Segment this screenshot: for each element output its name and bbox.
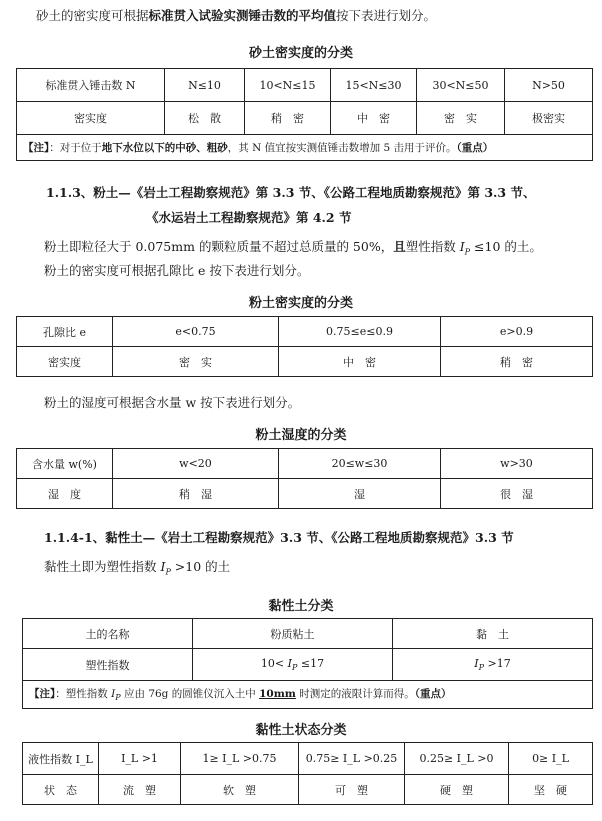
table-cell: 土的名称 <box>23 619 193 649</box>
clay-state-table <box>22 742 593 805</box>
table-cell: 硬 塑 <box>405 775 509 805</box>
clay-class-table <box>22 618 593 709</box>
table-row <box>17 449 593 479</box>
table-cell: 0.25≥ I_L >0 <box>405 743 509 775</box>
table-cell: $I_P >17$ <box>393 649 593 681</box>
table-cell: $10< I_P \le 17$ <box>193 649 393 681</box>
silt-density-intro: 粉土的密实度可根据孔隙比 e 按下表进行划分。 <box>44 263 310 278</box>
clay-class-title: 黏性土分类 <box>268 599 334 614</box>
table-cell: 可 塑 <box>299 775 405 805</box>
clay-state-title: 黏性土状态分类 <box>255 723 347 738</box>
table-cell: 密实度 <box>17 347 113 377</box>
table-row <box>17 69 593 102</box>
table-row <box>23 775 593 805</box>
table-row <box>23 743 593 775</box>
table-cell: 黏 土 <box>393 619 593 649</box>
silt-moisture-table <box>16 448 593 509</box>
table-cell: 稍 湿 <box>113 479 279 509</box>
table-cell: 坚 硬 <box>509 775 593 805</box>
sand-table-title: 砂土密实度的分类 <box>248 46 353 61</box>
sand-intro: 砂土的密实度可根据标准贯入试验实测锤击数的平均值按下表进行划分。 <box>36 8 437 23</box>
table-cell: 1≥ I_L >0.75 <box>181 743 299 775</box>
table-cell: I_L >1 <box>99 743 181 775</box>
silt-moisture-title: 粉土湿度的分类 <box>255 428 347 443</box>
table-cell: 极密实 <box>505 102 593 135</box>
clay-note: 【注】：塑性指数 $I_P$ 应由 76g 的圆锥仪沉入土中 10mm 时测定的液限计算而得。（重点） <box>23 681 593 709</box>
table-cell: 0≥ I_L <box>509 743 593 775</box>
table-row <box>23 649 593 681</box>
table-cell: 0.75≤e≤0.9 <box>279 317 441 347</box>
table-cell: N≤10 <box>165 69 245 102</box>
table-cell: 10<N≤15 <box>245 69 331 102</box>
table-cell: 中 密 <box>279 347 441 377</box>
silt-heading-line2: 《水运岩土工程勘察规范》第 4.2 节 <box>146 210 352 225</box>
table-cell: w>30 <box>441 449 593 479</box>
table-row <box>23 619 593 649</box>
table-cell: 状 态 <box>23 775 99 805</box>
table-cell: 20≤w≤30 <box>279 449 441 479</box>
clay-heading: 1.1.4-1、黏性土—《岩土工程勘察规范》3.3 节、《公路工程地质勘察规范》3.3 节 <box>44 530 514 545</box>
table-cell: 流 塑 <box>99 775 181 805</box>
table-cell: 软 塑 <box>181 775 299 805</box>
table-row <box>17 135 593 161</box>
sand-note: 【注】：对于位于地下水位以下的中砂、粗砂，其 N 值宜按实测值锤击数增加 5 击用于评价。（重点） <box>17 135 593 161</box>
silt-density-table <box>16 316 593 377</box>
table-cell: 0.75≥ I_L >0.25 <box>299 743 405 775</box>
table-cell: 密 实 <box>113 347 279 377</box>
table-cell: 30<N≤50 <box>417 69 505 102</box>
table-cell: 中 密 <box>331 102 417 135</box>
table-cell: 湿 <box>279 479 441 509</box>
table-row <box>17 479 593 509</box>
table-cell: 含水量 w(%) <box>17 449 113 479</box>
table-cell: 稍 密 <box>245 102 331 135</box>
table-cell: N>50 <box>505 69 593 102</box>
table-cell: e<0.75 <box>113 317 279 347</box>
table-cell: 松 散 <box>165 102 245 135</box>
silt-heading: 1.1.3、粉土—《岩土工程勘察规范》第 3.3 节、《公路工程地质勘察规范》第 3.3 节、 <box>46 185 536 200</box>
table-cell: 粉质粘土 <box>193 619 393 649</box>
sand-density-table <box>16 68 593 161</box>
table-cell: e>0.9 <box>441 317 593 347</box>
table-cell: w<20 <box>113 449 279 479</box>
table-cell: 密实度 <box>17 102 165 135</box>
clay-definition: 黏性土即为塑性指数 $I_P >10$ 的土 <box>44 559 231 577</box>
silt-density-title: 粉土密实度的分类 <box>248 296 353 311</box>
table-row <box>17 317 593 347</box>
table-cell: 塑性指数 <box>23 649 193 681</box>
table-cell: 稍 密 <box>441 347 593 377</box>
silt-moisture-intro: 粉土的湿度可根据含水量 w 按下表进行划分。 <box>44 395 301 410</box>
table-cell: 15<N≤30 <box>331 69 417 102</box>
table-cell: 标准贯入锤击数 N <box>17 69 165 102</box>
table-cell: 液性指数 I_L <box>23 743 99 775</box>
table-row <box>17 347 593 377</box>
table-cell: 很 湿 <box>441 479 593 509</box>
table-row <box>17 102 593 135</box>
table-cell: 孔隙比 e <box>17 317 113 347</box>
silt-definition: 粉土即粒径大于 0.075mm 的颗粒质量不超过总质量的 50%，且塑性指数 $I_P \le 10$ 的土。 <box>44 239 542 257</box>
table-row <box>23 681 593 709</box>
table-cell: 密 实 <box>417 102 505 135</box>
table-cell: 湿 度 <box>17 479 113 509</box>
